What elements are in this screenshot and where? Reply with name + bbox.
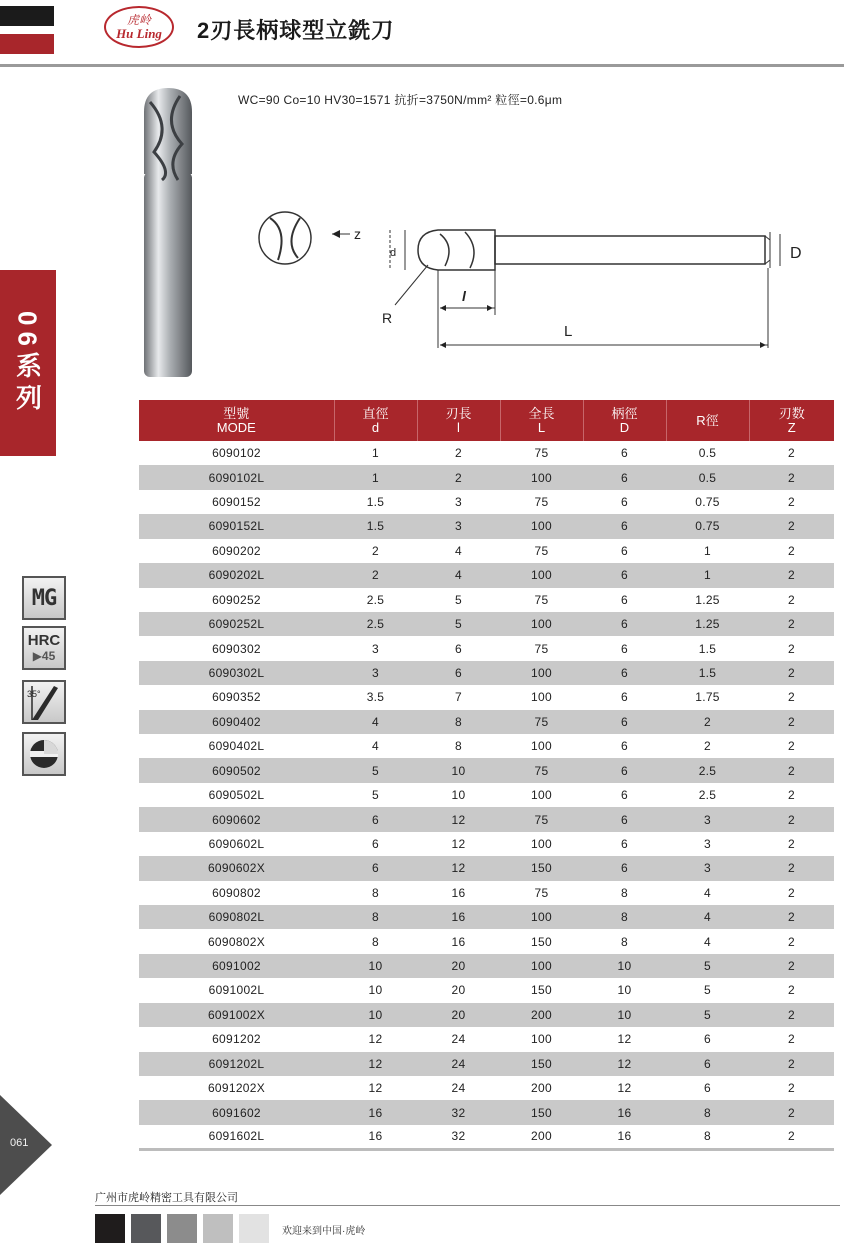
cell-radius: 0.5 [698, 446, 717, 461]
cell-flute-length: 8 [455, 739, 462, 754]
cell-overall-length: 100 [500, 465, 583, 489]
cell-model: 6090252 [212, 592, 261, 607]
cell-diameter: 8 [372, 885, 379, 900]
cell-diameter: 4 [372, 739, 379, 754]
cell-shank-diameter: 6 [583, 758, 666, 782]
cell-shank-diameter: 6 [621, 641, 628, 656]
cell-flute-length: 4 [455, 543, 462, 558]
drawing-label-R: R [382, 310, 393, 326]
cell-shank-diameter: 8 [621, 885, 628, 900]
table-row [139, 588, 834, 612]
cell-overall-length: 75 [534, 885, 549, 900]
cell-model: 6091002 [139, 954, 334, 978]
cell-flutes: 2 [749, 1100, 834, 1124]
cell-radius: 6 [704, 1081, 711, 1096]
cell-model: 6090802X [207, 934, 266, 949]
cell-flutes: 2 [749, 661, 834, 685]
logo-cn-text: 虎岭 [126, 13, 151, 27]
table-row [139, 1003, 834, 1027]
cell-flute-length: 6 [455, 641, 462, 656]
table-row [139, 1027, 834, 1051]
table-row [139, 978, 834, 1002]
cell-radius: 1.5 [666, 661, 749, 685]
cell-diameter: 12 [368, 1032, 383, 1047]
cell-overall-length: 150 [531, 934, 552, 949]
cell-overall-length: 75 [534, 543, 549, 558]
ball-end-mill-photo [132, 82, 204, 382]
cell-flutes: 2 [788, 934, 795, 949]
tool-dimension-drawing [240, 190, 810, 360]
cell-diameter: 8 [372, 934, 379, 949]
cell-flute-length: 32 [417, 1100, 500, 1124]
cell-shank-diameter: 10 [583, 954, 666, 978]
cell-overall-length: 200 [500, 1125, 583, 1149]
cell-shank-diameter: 12 [617, 1032, 632, 1047]
cell-overall-length: 100 [500, 954, 583, 978]
cell-model: 6090102 [212, 446, 261, 461]
cell-shank-diameter: 6 [621, 543, 628, 558]
cell-model: 6090302 [212, 641, 261, 656]
color-swatch [131, 1214, 161, 1243]
cell-model: 6090152 [212, 495, 261, 510]
cell-flutes: 2 [749, 807, 834, 831]
footer-divider [95, 1205, 840, 1206]
cell-model: 6091202 [212, 1032, 261, 1047]
welcome-text: 欢迎来到中国·虎岭 [282, 1226, 366, 1237]
cell-shank-diameter: 6 [621, 690, 628, 705]
header-divider [0, 64, 844, 67]
table-row [139, 1125, 834, 1149]
cell-flute-length: 16 [417, 905, 500, 929]
drawing-label-d: d [390, 247, 397, 259]
hrc-badge-label: HRC [27, 632, 61, 649]
cell-shank-diameter: 6 [583, 612, 666, 636]
cell-shank-diameter: 8 [583, 905, 666, 929]
cell-diameter: 1.5 [366, 495, 385, 510]
table-row [139, 441, 834, 465]
cell-flutes: 2 [749, 1052, 834, 1076]
cell-flute-length: 10 [417, 758, 500, 782]
cell-radius: 3 [666, 856, 749, 880]
cell-overall-length: 100 [531, 1032, 552, 1047]
cell-overall-length: 75 [534, 592, 549, 607]
table-row [139, 710, 834, 734]
cell-model: 6090302L [139, 661, 334, 685]
series-tab [0, 270, 56, 456]
cell-radius: 3 [704, 836, 711, 851]
cell-shank-diameter: 6 [583, 514, 666, 538]
cell-model: 6091202X [207, 1081, 266, 1096]
series-label: 06系列 [12, 310, 43, 416]
cutter-section-graphic [24, 734, 64, 774]
table-row [139, 563, 834, 587]
table-row [139, 783, 834, 807]
helix-angle-label: 35° [27, 689, 41, 699]
cell-overall-length: 75 [534, 641, 549, 656]
table-row [139, 734, 834, 758]
cell-diameter: 2.5 [334, 612, 417, 636]
material-specs: WC=90 Co=10 HV30=1571 抗折=3750N/mm² 粒徑=0.6μm [238, 93, 563, 107]
cell-overall-length: 100 [531, 788, 552, 803]
cell-flutes: 2 [749, 465, 834, 489]
cell-overall-length: 75 [500, 807, 583, 831]
mg-badge-icon [22, 576, 66, 620]
cell-diameter: 6 [334, 807, 417, 831]
cell-diameter: 4 [334, 710, 417, 734]
cell-flute-length: 12 [417, 856, 500, 880]
drawing-label-D: D [790, 245, 802, 262]
page-number: 061 [10, 1137, 29, 1149]
cell-shank-diameter: 12 [617, 1081, 632, 1096]
cell-flute-length: 2 [417, 465, 500, 489]
cell-flute-length: 7 [455, 690, 462, 705]
cell-flutes: 2 [788, 446, 795, 461]
cell-flute-length: 24 [451, 1032, 466, 1047]
cell-overall-length: 100 [500, 563, 583, 587]
cell-flute-length: 20 [417, 954, 500, 978]
drawing-label-L: L [564, 323, 573, 340]
cell-flutes: 2 [788, 641, 795, 656]
table-row [139, 881, 834, 905]
cell-flute-length: 5 [417, 612, 500, 636]
cell-shank-diameter: 16 [583, 1125, 666, 1149]
cell-flutes: 2 [788, 1081, 795, 1096]
cell-model: 6090202L [139, 563, 334, 587]
cell-flutes: 2 [749, 758, 834, 782]
cell-radius: 5 [704, 983, 711, 998]
color-swatch [95, 1214, 125, 1243]
cell-shank-diameter: 6 [621, 592, 628, 607]
cell-model: 6090502L [208, 788, 265, 803]
cell-flute-length: 8 [417, 710, 500, 734]
cell-flutes: 2 [788, 983, 795, 998]
cell-flutes: 2 [788, 543, 795, 558]
cell-model: 6090802L [139, 905, 334, 929]
cell-radius: 2.5 [666, 758, 749, 782]
cell-shank-diameter: 6 [583, 856, 666, 880]
cell-overall-length: 200 [531, 1081, 552, 1096]
cell-diameter: 5 [334, 758, 417, 782]
table-row [139, 807, 834, 831]
table-row [139, 1100, 834, 1124]
cell-shank-diameter: 6 [621, 788, 628, 803]
cell-diameter: 6 [334, 856, 417, 880]
cell-flutes: 2 [749, 905, 834, 929]
cell-flute-length: 12 [451, 836, 466, 851]
cell-model: 6090602L [208, 836, 265, 851]
cell-radius: 0.75 [666, 514, 749, 538]
cell-diameter: 10 [334, 1003, 417, 1027]
cell-model: 6090402 [139, 710, 334, 734]
table-row [139, 905, 834, 929]
cell-radius: 3 [666, 807, 749, 831]
cell-overall-length: 100 [531, 836, 552, 851]
cell-model: 6090602 [139, 807, 334, 831]
cell-model: 6091002L [208, 983, 265, 998]
cell-shank-diameter: 6 [583, 661, 666, 685]
hrc-badge-value: ▶45 [32, 649, 56, 663]
table-row [139, 832, 834, 856]
header-shank-diameter: 柄徑 D [583, 400, 666, 441]
cell-flute-length: 3 [417, 514, 500, 538]
cell-radius: 1.25 [695, 592, 720, 607]
cell-flutes: 2 [749, 514, 834, 538]
helix-angle-graphic [24, 682, 64, 722]
cell-radius: 5 [666, 954, 749, 978]
cell-radius: 4 [704, 934, 711, 949]
table-row [139, 856, 834, 880]
cell-flute-length: 16 [451, 934, 466, 949]
cell-overall-length: 100 [500, 514, 583, 538]
cell-overall-length: 75 [534, 446, 549, 461]
header-diameter: 直徑 d [334, 400, 417, 441]
cell-flutes: 2 [788, 788, 795, 803]
cell-flute-length: 20 [451, 983, 466, 998]
header-radius: R徑 [666, 400, 749, 441]
cell-diameter: 1.5 [334, 514, 417, 538]
cell-diameter: 6 [372, 836, 379, 851]
cell-flutes: 2 [749, 612, 834, 636]
cell-radius: 0.75 [695, 495, 720, 510]
cell-diameter: 10 [334, 954, 417, 978]
page-title: 2刃長柄球型立銑刀 [197, 18, 395, 43]
color-swatch [203, 1214, 233, 1243]
cell-flute-length: 5 [455, 592, 462, 607]
cell-radius: 5 [666, 1003, 749, 1027]
cell-overall-length: 100 [500, 905, 583, 929]
company-logo [104, 6, 174, 48]
cell-model: 6090402L [208, 739, 265, 754]
cell-diameter: 1 [372, 446, 379, 461]
header-bar-red [0, 34, 54, 54]
table-row [139, 929, 834, 953]
cell-flute-length: 24 [417, 1052, 500, 1076]
cell-radius: 1.5 [698, 641, 717, 656]
cell-overall-length: 75 [534, 495, 549, 510]
cell-diameter: 2 [334, 563, 417, 587]
cell-model: 6090202 [212, 543, 261, 558]
cell-model: 6090352 [212, 690, 261, 705]
cell-flute-length: 32 [417, 1125, 500, 1149]
drawing-label-z: z [354, 226, 361, 242]
helix-angle-icon [22, 680, 66, 724]
cell-shank-diameter: 6 [583, 710, 666, 734]
cell-radius: 2 [704, 739, 711, 754]
cell-overall-length: 75 [500, 758, 583, 782]
cell-flutes: 2 [749, 1003, 834, 1027]
cell-flute-length: 6 [417, 661, 500, 685]
cell-diameter: 12 [334, 1052, 417, 1076]
cell-diameter: 3.5 [366, 690, 385, 705]
cell-flutes: 2 [749, 710, 834, 734]
cell-overall-length: 100 [531, 690, 552, 705]
cell-flute-length: 24 [451, 1081, 466, 1096]
cell-shank-diameter: 10 [583, 1003, 666, 1027]
cell-model: 6091602 [139, 1100, 334, 1124]
spec-table [139, 400, 834, 1151]
cell-shank-diameter: 16 [583, 1100, 666, 1124]
header-flute-length: 刃長 l [417, 400, 500, 441]
table-row [139, 539, 834, 563]
table-row [139, 1076, 834, 1100]
header-overall-length: 全長 L [500, 400, 583, 441]
cell-flute-length: 20 [417, 1003, 500, 1027]
color-swatch [167, 1214, 197, 1243]
cell-flutes: 2 [788, 495, 795, 510]
cell-radius: 6 [666, 1052, 749, 1076]
table-row [139, 465, 834, 489]
color-swatch [239, 1214, 269, 1243]
cell-flutes: 2 [788, 836, 795, 851]
cell-diameter: 1 [334, 465, 417, 489]
cell-radius: 1.75 [695, 690, 720, 705]
cell-shank-diameter: 12 [583, 1052, 666, 1076]
header-bar-black [0, 6, 54, 26]
table-row [139, 954, 834, 978]
table-row [139, 661, 834, 685]
cell-overall-length: 150 [531, 983, 552, 998]
cell-overall-length: 150 [500, 1100, 583, 1124]
header-model: 型號 MODE [139, 400, 334, 441]
cell-model: 6090102L [139, 465, 334, 489]
cell-diameter: 16 [334, 1100, 417, 1124]
cell-shank-diameter: 6 [583, 465, 666, 489]
cell-overall-length: 150 [500, 856, 583, 880]
cell-radius: 8 [666, 1100, 749, 1124]
cell-model: 6090502 [139, 758, 334, 782]
cell-diameter: 2 [372, 543, 379, 558]
cell-diameter: 12 [368, 1081, 383, 1096]
cell-model: 6090602X [139, 856, 334, 880]
cell-overall-length: 100 [531, 739, 552, 754]
cell-flutes: 2 [788, 592, 795, 607]
cell-diameter: 3 [334, 661, 417, 685]
table-row [139, 685, 834, 709]
cell-model: 6090252L [139, 612, 334, 636]
cell-flute-length: 16 [451, 885, 466, 900]
cell-flute-length: 4 [417, 563, 500, 587]
table-row [139, 636, 834, 660]
table-row [139, 758, 834, 782]
cell-radius: 1 [666, 563, 749, 587]
cell-shank-diameter: 6 [621, 836, 628, 851]
cell-shank-diameter: 6 [621, 446, 628, 461]
cell-flutes: 2 [749, 856, 834, 880]
cell-shank-diameter: 10 [617, 983, 632, 998]
cell-model: 6091602L [139, 1125, 334, 1149]
cell-model: 6091002X [139, 1003, 334, 1027]
cell-diameter: 3 [372, 641, 379, 656]
mg-badge-label: MG [31, 585, 57, 611]
cell-flute-length: 3 [455, 495, 462, 510]
cell-diameter: 2.5 [366, 592, 385, 607]
cell-flute-length: 12 [417, 807, 500, 831]
table-header-row [139, 400, 834, 441]
drawing-label-l: l [462, 288, 466, 304]
cell-shank-diameter: 6 [583, 807, 666, 831]
cell-flutes: 2 [749, 563, 834, 587]
table-row [139, 514, 834, 538]
cutter-section-icon [22, 732, 66, 776]
cell-overall-length: 100 [500, 612, 583, 636]
table-row [139, 612, 834, 636]
cell-model: 6090802 [212, 885, 261, 900]
cell-model: 6090152L [139, 514, 334, 538]
hrc-badge-icon [22, 626, 66, 670]
cell-shank-diameter: 6 [583, 563, 666, 587]
cell-radius: 1 [704, 543, 711, 558]
cell-radius: 4 [666, 905, 749, 929]
cell-flutes: 2 [749, 954, 834, 978]
cell-overall-length: 150 [500, 1052, 583, 1076]
cell-flutes: 2 [788, 739, 795, 754]
table-row [139, 1052, 834, 1076]
cell-diameter: 5 [372, 788, 379, 803]
logo-en-text: Hu Ling [116, 26, 162, 41]
cell-flutes: 2 [788, 885, 795, 900]
cell-radius: 1.25 [666, 612, 749, 636]
company-name: 广州市虎岭精密工具有限公司 [95, 1192, 238, 1204]
cell-flutes: 2 [788, 690, 795, 705]
cell-diameter: 10 [368, 983, 383, 998]
cell-overall-length: 100 [500, 661, 583, 685]
cell-overall-length: 200 [500, 1003, 583, 1027]
table-row [139, 490, 834, 514]
cell-radius: 2.5 [698, 788, 717, 803]
cell-shank-diameter: 6 [621, 739, 628, 754]
table-body [139, 441, 834, 1149]
cell-model: 6091202L [139, 1052, 334, 1076]
cell-flute-length: 2 [455, 446, 462, 461]
cell-flutes: 2 [749, 1125, 834, 1149]
cell-radius: 4 [704, 885, 711, 900]
cell-overall-length: 75 [500, 710, 583, 734]
cell-radius: 6 [704, 1032, 711, 1047]
cell-flutes: 2 [788, 1032, 795, 1047]
cell-flute-length: 10 [451, 788, 466, 803]
cell-shank-diameter: 6 [621, 495, 628, 510]
header-flutes: 刃数 Z [749, 400, 834, 441]
cell-shank-diameter: 8 [621, 934, 628, 949]
cell-radius: 8 [666, 1125, 749, 1149]
cell-radius: 2 [666, 710, 749, 734]
cell-radius: 0.5 [666, 465, 749, 489]
cell-diameter: 16 [334, 1125, 417, 1149]
cell-diameter: 8 [334, 905, 417, 929]
